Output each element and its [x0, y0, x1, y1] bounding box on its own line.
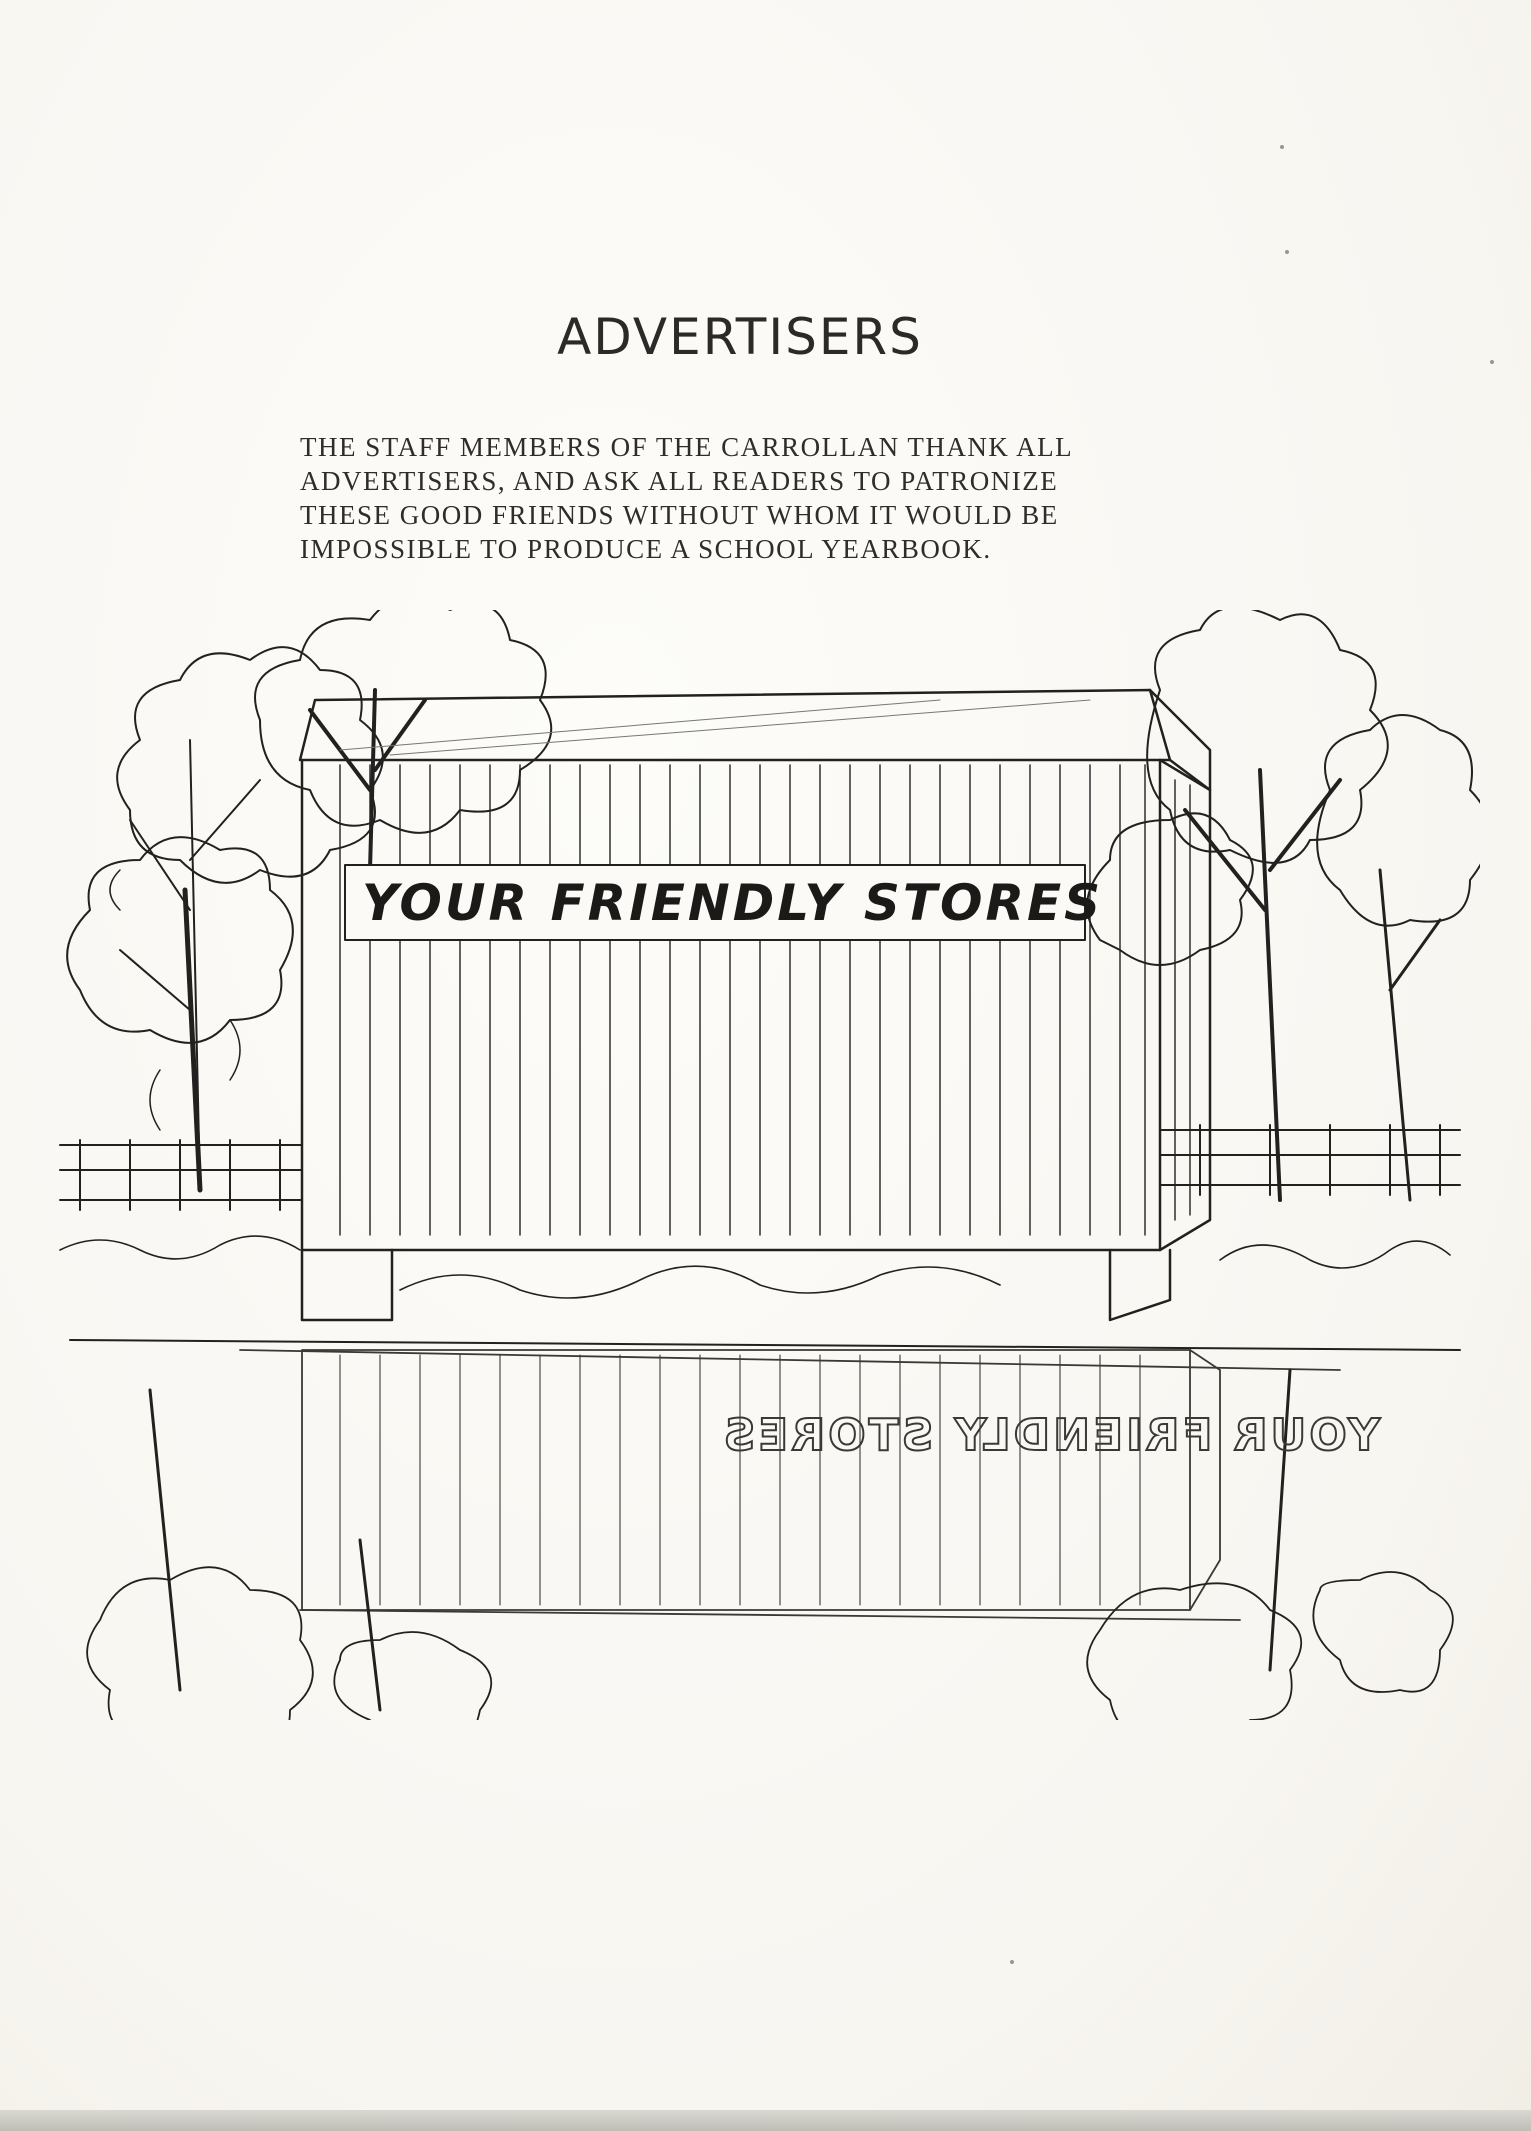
right-trees	[1087, 610, 1480, 1200]
paper-speck	[1280, 145, 1284, 149]
intro-line: THESE GOOD FRIENDS WITHOUT WHOM IT WOULD BE	[300, 500, 1059, 530]
intro-line: THE STAFF MEMBERS OF THE CARROLLAN THANK ALL	[300, 432, 1074, 462]
covered-bridge-illustration	[40, 610, 1480, 1720]
bridge-reflection	[240, 1350, 1340, 1620]
top-tree	[255, 610, 551, 870]
bridge-sign-text: YOUR FRIENDLY STORES	[362, 874, 1104, 932]
bridge	[300, 690, 1210, 1320]
paper-speck	[1285, 250, 1289, 254]
page-bottom-edge	[0, 2110, 1531, 2131]
intro-line: ADVERTISERS, AND ASK ALL READERS TO PATRONIZE	[300, 466, 1059, 496]
intro-line: IMPOSSIBLE TO PRODUCE A SCHOOL YEARBOOK.	[300, 534, 992, 564]
page-title: ADVERTISERS	[557, 308, 923, 366]
intro-paragraph	[300, 430, 1200, 566]
bridge-sign-reflection: YOUR FRIENDLY STORES	[720, 1410, 1380, 1461]
left-trees	[67, 647, 383, 1190]
riverbank	[60, 1236, 1460, 1350]
paper-speck	[1490, 360, 1494, 364]
paper-speck	[1010, 1960, 1014, 1964]
